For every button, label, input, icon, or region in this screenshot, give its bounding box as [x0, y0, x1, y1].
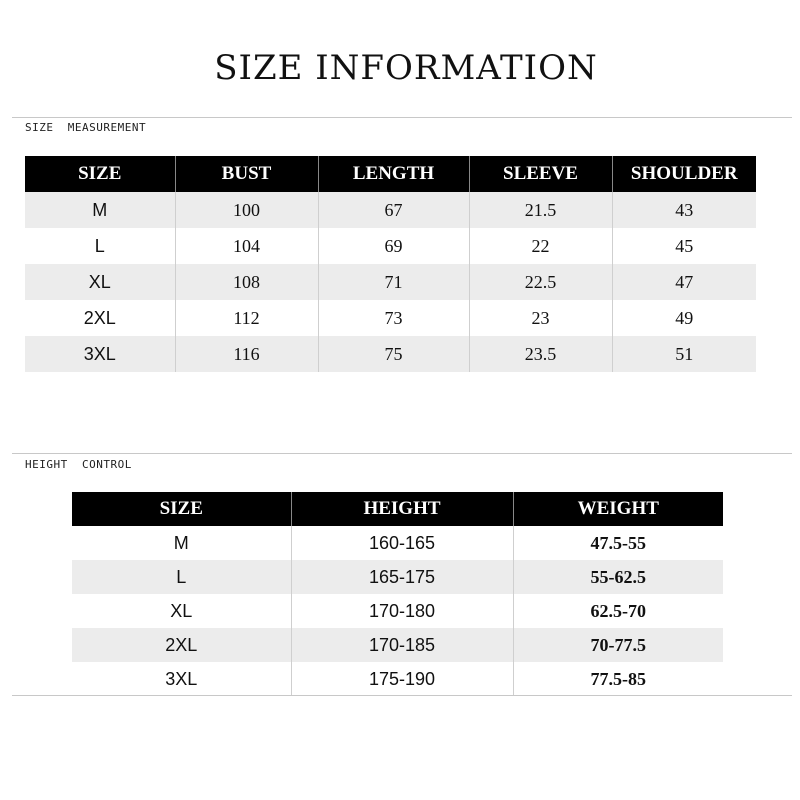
table-row	[25, 336, 756, 372]
column-header-size: SIZE	[72, 492, 291, 526]
cell-size: L	[25, 228, 175, 264]
cell-weight: 47.5-55	[513, 526, 723, 560]
section-label-size-measurement: SIZE MEASUREMENT	[25, 121, 147, 134]
cell-height: 170-180	[291, 594, 513, 628]
cell-sleeve: 23	[469, 300, 612, 336]
cell-size: 2XL	[72, 628, 291, 662]
column-header-shoulder: SHOULDER	[612, 156, 756, 192]
column-header-bust: BUST	[175, 156, 318, 192]
cell-bust: 116	[175, 336, 318, 372]
table-row	[72, 560, 723, 594]
cell-size: M	[25, 192, 175, 228]
table-row	[25, 228, 756, 264]
height-control-table	[72, 492, 723, 696]
cell-length: 69	[318, 228, 469, 264]
cell-length: 71	[318, 264, 469, 300]
divider	[12, 117, 792, 118]
cell-size: XL	[25, 264, 175, 300]
cell-sleeve: 21.5	[469, 192, 612, 228]
cell-size: 3XL	[72, 662, 291, 696]
cell-shoulder: 47	[612, 264, 756, 300]
cell-height: 170-185	[291, 628, 513, 662]
cell-sleeve: 23.5	[469, 336, 612, 372]
size-measurement-table	[25, 156, 756, 372]
cell-size: L	[72, 560, 291, 594]
table-row	[72, 662, 723, 696]
cell-height: 165-175	[291, 560, 513, 594]
cell-size: 2XL	[25, 300, 175, 336]
cell-bust: 112	[175, 300, 318, 336]
divider	[12, 453, 792, 454]
page-title: SIZE INFORMATION	[214, 48, 598, 88]
table-row	[72, 594, 723, 628]
cell-weight: 55-62.5	[513, 560, 723, 594]
column-header-sleeve: SLEEVE	[469, 156, 612, 192]
cell-weight: 70-77.5	[513, 628, 723, 662]
cell-size: 3XL	[25, 336, 175, 372]
cell-length: 67	[318, 192, 469, 228]
column-header-length: LENGTH	[318, 156, 469, 192]
divider	[12, 695, 792, 696]
cell-sleeve: 22	[469, 228, 612, 264]
cell-shoulder: 49	[612, 300, 756, 336]
cell-shoulder: 51	[612, 336, 756, 372]
cell-height: 175-190	[291, 662, 513, 696]
column-header-weight: WEIGHT	[513, 492, 723, 526]
cell-size: XL	[72, 594, 291, 628]
cell-shoulder: 45	[612, 228, 756, 264]
table-row	[72, 628, 723, 662]
table-row	[25, 192, 756, 228]
cell-bust: 104	[175, 228, 318, 264]
cell-shoulder: 43	[612, 192, 756, 228]
cell-length: 75	[318, 336, 469, 372]
table-header-row	[25, 156, 756, 192]
cell-height: 160-165	[291, 526, 513, 560]
cell-sleeve: 22.5	[469, 264, 612, 300]
cell-size: M	[72, 526, 291, 560]
table-row	[25, 264, 756, 300]
table-header-row	[72, 492, 723, 526]
cell-bust: 100	[175, 192, 318, 228]
cell-weight: 62.5-70	[513, 594, 723, 628]
cell-bust: 108	[175, 264, 318, 300]
column-header-height: HEIGHT	[291, 492, 513, 526]
column-header-size: SIZE	[25, 156, 175, 192]
cell-weight: 77.5-85	[513, 662, 723, 696]
table-row	[25, 300, 756, 336]
section-label-height-control: HEIGHT CONTROL	[25, 458, 132, 471]
cell-length: 73	[318, 300, 469, 336]
table-row	[72, 526, 723, 560]
